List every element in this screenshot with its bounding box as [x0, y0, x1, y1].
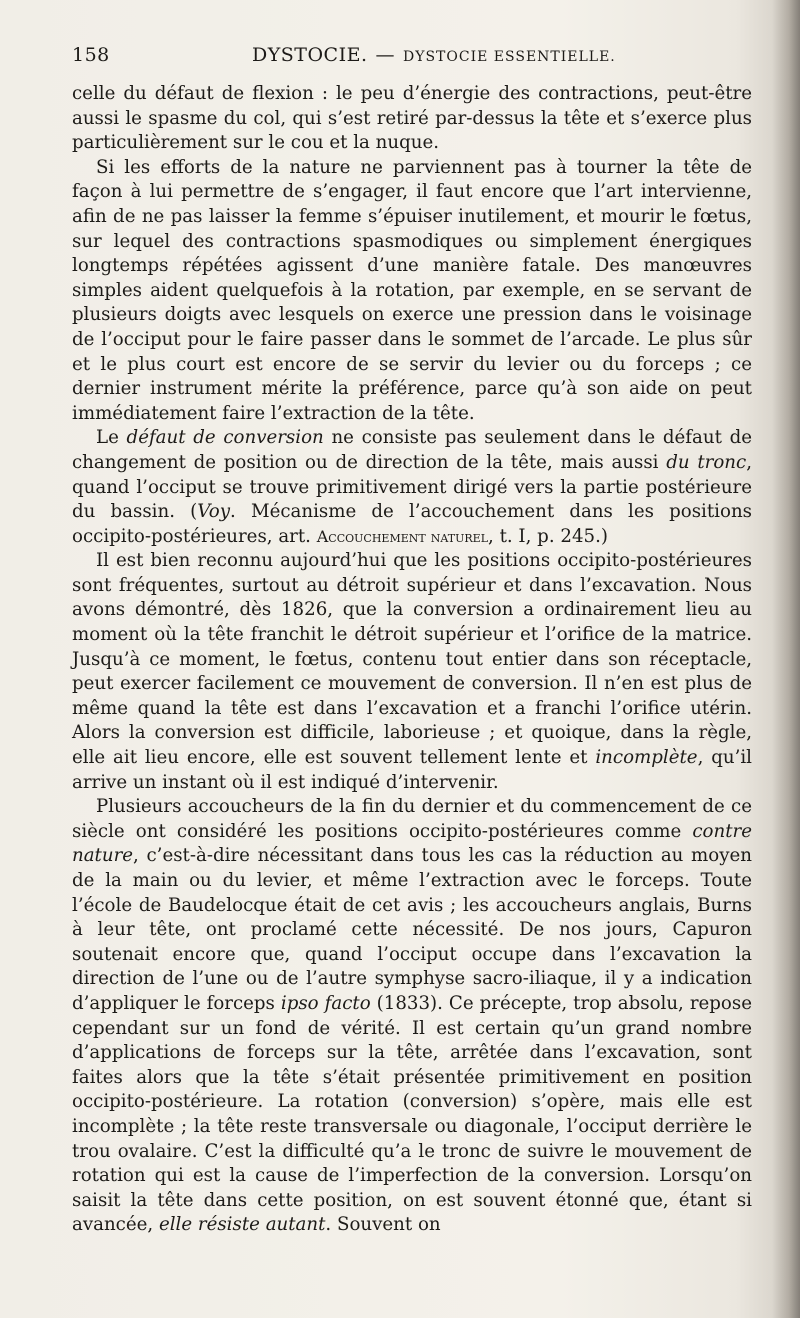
text-span: , c’est-à-dire nécessitant dans tous les cas la réduction au moyen de la main ou du levier, et même l’extraction avec le forceps. Toute l’école de Baudelocque était de cet avis ; les accoucheurs anglais, Burns à leur tête, ont proclamé cette nécessité. De nos jours, Capuron soutenait encore que, quand l’occiput occupe dans l’excavation la direction de l’une ou de l’autre symphyse sacro-iliaque, il y a indication d’appliquer le forceps — [72, 845, 752, 1014]
page-number: 158 — [72, 44, 110, 66]
body-text — [72, 82, 752, 1238]
italic-term: elle résiste autant — [158, 1214, 326, 1236]
text-span: . Mécanisme de l’accouchement dans les positions occipito-postérieures, art. — [72, 501, 752, 547]
text-span: , t. I, p. 245.) — [488, 525, 608, 547]
paragraph-1: Si les efforts de la nature ne parviennent pas à tourner la tête de façon à lui permettre de s’engager, il faut encore que l’art intervienne, afin de ne pas laisser la femme s’épuiser inutilement, et mourir le fœtus, sur lequel des contractions spasmodiques ou simplement énergiques longtemps répétées agissent d’une manière fatale. Des manœuvres simples aident quelquefois à la rotation, par exemple, en se servant de plusieurs doigts avec lesquels on exerce une pression dans le voisinage de l’occiput pour le faire passer dans le sommet de l’arcade. Le plus sûr et le plus court est encore de se servir du levier ou du forceps ; ce dernier instrument mérite la préférence, parce qu’à son aide on peut immédiatement faire l’extraction de la tête. — [72, 156, 752, 424]
section-title: DYSTOCIE ESSENTIELLE. — [403, 49, 616, 65]
text-span: Il est bien reconnu aujourd’hui que les positions occipito-postérieures sont fréquentes, surtout au détroit supérieur et dans l’excavation. Nous avons démontré, dès 1826, que la conversion a ordinairement lieu au moment où la tête franchit le détroit supérieur et l’orifice de la matrice. Jusqu’à ce moment, le fœtus, contenu tout entier dans son réceptacle, peut exercer facilement ce mouvement de conversion. Il n’en est plus de même quand la tête est dans l’excavation et a franchi l’orifice utérin. Alors la conversion est difficile, laborieuse ; et quoique, dans la règle, elle ait lieu encore, elle est souvent tellement lente et — [72, 550, 752, 769]
chapter-title: DYSTOCIE. — [252, 44, 368, 66]
running-title — [252, 44, 616, 66]
paragraph-4 — [72, 795, 752, 1238]
italic-term: contre nature — [72, 820, 752, 867]
text-span: ne consiste pas seulement dans le défaut de changement de position ou de direction de la tête, mais aussi — [72, 427, 752, 473]
title-separator: — — [375, 44, 395, 66]
text-span: . Souvent on — [325, 1214, 441, 1236]
text-span: , quand l’occiput se trouve primitivement dirigé vers la partie postérieure du bassin. ( — [72, 451, 752, 523]
text-span: , qu’il arrive un instant où il est indiqué d’intervenir. — [72, 747, 752, 793]
italic-term: incomplète — [595, 747, 698, 769]
paragraph-2 — [72, 426, 752, 549]
page-edge-shadow — [772, 0, 800, 1318]
italic-term: du tronc — [666, 451, 747, 473]
text-span: Plusieurs accoucheurs de la fin du dernier et du commencement de ce siècle ont considéré les positions occipito-postérieures comme — [72, 796, 752, 842]
italic-term: défaut de conversion — [126, 427, 324, 449]
paragraph-0: celle du défaut de flexion : le peu d’énergie des contractions, peut-être aussi le spasme du col, qui s’est retiré par-dessus la tête et s’exerce plus particulièrement sur le cou et la nuque. — [72, 83, 752, 154]
italic-term: Voy — [197, 501, 230, 523]
running-header — [72, 44, 752, 74]
text-span: (1833). Ce précepte, trop absolu, repose cependant sur un fond de vérité. Il est certain qu’un grand nombre d’applications de forceps sur la tête, arrêtée dans l’excavation, sont faites alors que la tête s’était présentée primitivement en position occipito-postérieure. La rotation (conversion) s’opère, mais elle est incomplète ; la tête reste transversale ou diagonale, l’occiput derrière le trou ovalaire. C’est la difficulté qu’a le tronc de suivre le mouvement de rotation qui est la cause de l’imperfection de la conversion. Lorsqu’on saisit la tête dans cette position, on est souvent étonné que, étant si avancée, — [72, 992, 752, 1236]
italic-term: ipso facto — [280, 992, 371, 1014]
text-span: Le — [96, 427, 127, 449]
small-caps-reference: Accouchement naturel — [316, 526, 488, 546]
paragraph-3 — [72, 549, 752, 795]
